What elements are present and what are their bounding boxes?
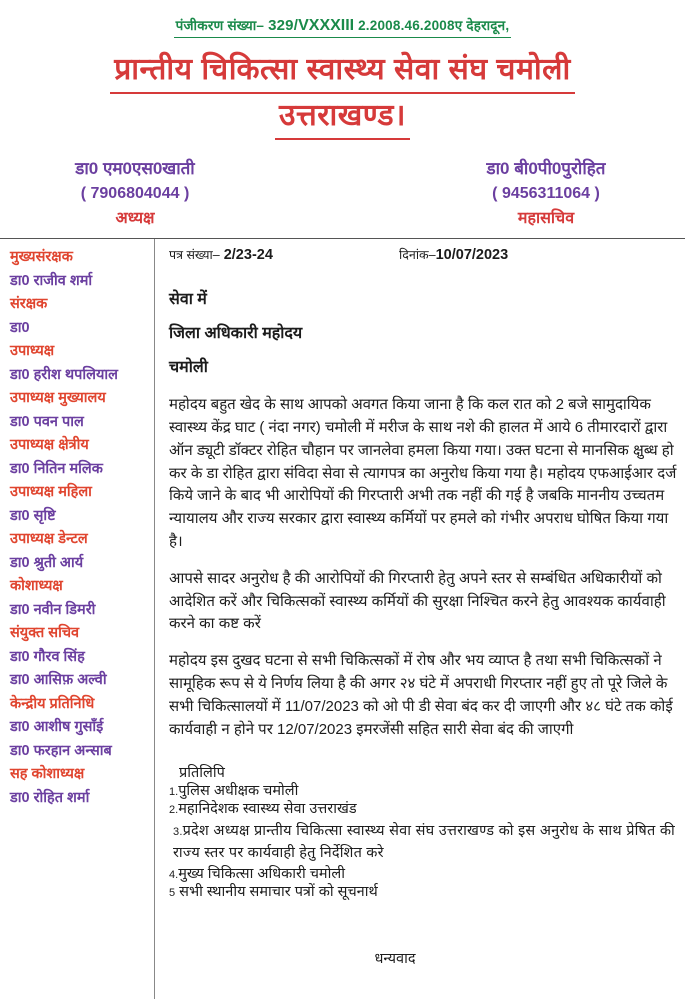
copy-item-number: 4. bbox=[169, 868, 179, 881]
general-secretary-name: डा0 बी0पी0पुरोहित bbox=[486, 158, 606, 178]
officer-general-secretary bbox=[451, 156, 641, 231]
letter-paragraph: महोदय इस दुखद घटना से सभी चिकित्सकों में रोष और भय व्याप्त है तथा सभी चिकित्सकों ने सामूहिक रूप से ये निर्णय लिया है की अगर २४ घंटे में अपराधी गिरप्तार नहीं हुए तो पूरे जिले के सभी चिकित्सालयों में 11/07/2023 को ओ पी डी सेवा बंद कर दी जाएगी और ४८ घंटे तक कोई कार्यवाही न होने पर 12/07/2023 इमरजेंसी सहित सारी सेवा बंद की जाएगी bbox=[169, 652, 673, 738]
sidebar-person-name: डा0 आशीष गुसाँई bbox=[10, 719, 104, 736]
reference-label: पत्र संख्या– bbox=[169, 247, 220, 262]
reference-value: 2/23-24 bbox=[223, 246, 273, 263]
copy-item-text: प्रदेश अध्यक्ष प्रान्तीय चिकित्सा स्वास्थ्य सेवा संघ उत्तराखण्ड को इस अनुरोध के साथ प्रेषित की राज्य स्तर पर कार्यवाही हेतु निर्देशित करे bbox=[173, 822, 675, 862]
registration-number: 329 bbox=[268, 17, 294, 34]
date-value: 10/07/2023 bbox=[435, 246, 509, 263]
sidebar-person-name: डा0 नवीन डिमरी bbox=[10, 601, 96, 618]
copy-item-number: 3. bbox=[173, 825, 183, 838]
registration-city: देहरादून, bbox=[466, 18, 510, 33]
sidebar-person-name: डा0 रोहित शर्मा bbox=[10, 789, 90, 806]
registration-prefix: पंजीकरण संख्या– bbox=[175, 18, 265, 33]
sidebar-role-label: उपाध्यक्ष क्षेत्रीय bbox=[10, 437, 89, 454]
body-columns bbox=[0, 239, 685, 999]
letter-meta bbox=[169, 247, 681, 264]
copy-item-number: 1. bbox=[169, 786, 179, 799]
letter-paragraph: आपसे सादर अनुरोध है की आरोपियों की गिरप्तारी हेतु अपने स्तर से सम्बंधित अधिकारीयों को आदेशित करें और चिकित्सकों स्वास्थ्य कर्मियों की सुरक्षा निश्चित करने हेतु आवश्यक कार्यवाही करने का कष्ट करें bbox=[169, 569, 666, 633]
president-role: अध्यक्ष bbox=[115, 209, 155, 227]
sidebar-person-name: डा0 हरीश थपलियाल bbox=[10, 366, 118, 383]
letter-paragraph: महोदय बहुत खेद के साथ आपको अवगत किया जाना है कि कल रात को 2 बजे सामुदायिक स्वास्थ्य केंद्र घाट ( नंदा नगर) चमोली में मरीज के साथ नशे की हालत में आये 6 तीमारदारों द्वारा ऑन ड्यूटी डॉक्टर रोहित चौहान पर जानलेवा हमला किया गया। उक्त घटना से मानसिक क्षुब्ध हो कर के डा रोहित द्वारा संविदा सेवा से त्यागपत्र का अनुरोध किया गया है। महोदय एफआईआर दर्ज किये जाने के बाद भी आरोपियों की गिरप्तारी अभी तक नहीं की गई है जबकि माननीय उच्चतम न्यायालय और राज्य सरकार द्वारा स्वास्थ्य कर्मियों पर हमले को गंभीर अपराध घोषित किया गया है। bbox=[169, 396, 677, 551]
officers-row bbox=[0, 140, 685, 231]
sidebar-person-name: डा0 श्रुती आर्य bbox=[10, 554, 84, 571]
copy-item-number: 2. bbox=[169, 804, 179, 817]
sidebar-person-name: डा0 राजीव शर्मा bbox=[10, 272, 93, 289]
general-secretary-phone: ( 9456311064 ) bbox=[492, 185, 600, 203]
copies-heading: प्रतिलिपि bbox=[179, 765, 225, 782]
organization-title-line1: प्रान्तीय चिकित्सा स्वास्थ्य सेवा संघ चमोली bbox=[110, 50, 575, 94]
registration-slash: / bbox=[293, 17, 299, 34]
reference-number bbox=[169, 247, 399, 264]
copy-item-text: पुलिस अधीक्षक चमोली bbox=[178, 783, 299, 800]
copy-list-item bbox=[169, 820, 681, 865]
sidebar-person-name: डा0 आसिफ़ अल्वी bbox=[10, 672, 107, 689]
sidebar-role-label: सह कोशाध्यक्ष bbox=[10, 766, 85, 783]
closing-thanks: धन्यवाद bbox=[374, 950, 416, 967]
letter-paragraphs bbox=[169, 394, 681, 741]
sidebar-role-label: केन्द्रीय प्रतिनिधि bbox=[10, 695, 95, 712]
president-name: डा0 एम0एस0खाती bbox=[75, 158, 195, 178]
recipient-address bbox=[169, 292, 681, 376]
address-line: सेवा में bbox=[169, 291, 207, 309]
copy-item-number: 5 bbox=[169, 887, 176, 900]
sidebar-role-label: उपाध्यक्ष महिला bbox=[10, 484, 92, 501]
copy-list-item bbox=[169, 884, 681, 901]
address-line: जिला अधिकारी महोदय bbox=[169, 325, 303, 343]
masthead bbox=[0, 0, 685, 140]
sidebar-role-label: उपाध्यक्ष मुख्यालय bbox=[10, 390, 106, 407]
office-bearers-sidebar bbox=[0, 239, 155, 999]
sidebar-role-label: कोशाध्यक्ष bbox=[10, 578, 63, 595]
copy-distribution-list bbox=[169, 765, 681, 901]
copy-item-text: मुख्य चिकित्सा अधिकारी चमोली bbox=[178, 865, 345, 882]
organization-title bbox=[0, 50, 685, 140]
sidebar-role-label: उपाध्यक्ष डेन्टल bbox=[10, 531, 88, 548]
letter-date bbox=[399, 247, 508, 264]
copy-item-text: महानिदेशक स्वास्थ्य सेवा उत्तराखंड bbox=[178, 801, 357, 818]
copy-item-text: सभी स्थानीय समाचार पत्रों को सूचनार्थ bbox=[175, 884, 378, 901]
registration-code: 2.2008.46.2008ए bbox=[358, 18, 463, 33]
sidebar-role-label: उपाध्यक्ष bbox=[10, 343, 55, 360]
letter-body bbox=[155, 239, 685, 999]
organization-title-line2: उत्तराखण्ड। bbox=[275, 96, 410, 140]
sidebar-person-name: डा0 सृष्टि bbox=[10, 507, 56, 524]
copy-list-item bbox=[169, 801, 681, 818]
sidebar-person-name: डा0 पवन पाल bbox=[10, 413, 84, 430]
general-secretary-role: महासचिव bbox=[517, 209, 575, 227]
date-label: दिनांक– bbox=[399, 247, 436, 262]
sidebar-person-name: डा0 फरहान अन्साब bbox=[10, 742, 112, 759]
registration-line bbox=[174, 16, 512, 38]
sidebar-role-label: संरक्षक bbox=[10, 296, 48, 313]
sidebar-person-name: डा0 नितिन मलिक bbox=[10, 460, 103, 477]
registration-roman: VXXXIII bbox=[298, 17, 355, 34]
president-phone: ( 7906804044 ) bbox=[80, 185, 190, 203]
copy-list-item bbox=[169, 783, 681, 800]
sidebar-person-name: डा0 bbox=[10, 319, 30, 336]
officer-president bbox=[40, 156, 230, 231]
sidebar-person-name: डा0 गौरव सिंह bbox=[10, 648, 85, 665]
copies-items bbox=[169, 783, 681, 902]
copy-list-item bbox=[169, 866, 681, 883]
address-line: चमोली bbox=[169, 359, 208, 377]
sidebar-role-label: मुख्यसंरक्षक bbox=[10, 249, 73, 266]
sidebar-role-label: संयुक्त सचिव bbox=[10, 625, 80, 642]
